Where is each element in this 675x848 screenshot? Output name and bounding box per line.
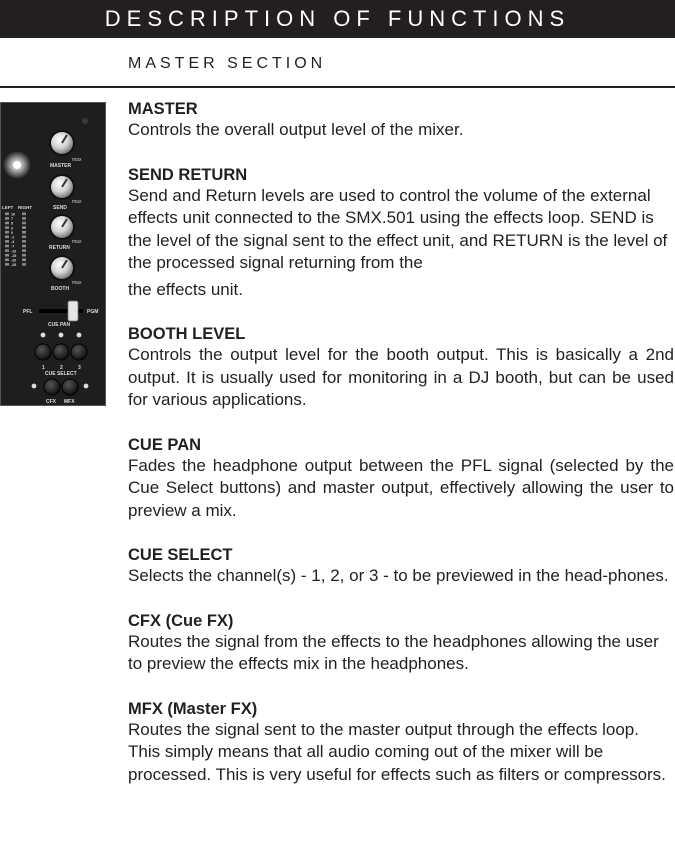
led-icon xyxy=(13,161,21,169)
section-body: Controls the overall output level of the mixer. xyxy=(128,120,464,139)
meter-scale-label: -4 xyxy=(11,240,15,245)
meter-led-left-icon xyxy=(5,254,9,257)
meter-scale-label: 5 xyxy=(11,221,13,226)
meter-led-left-icon xyxy=(5,231,9,234)
meter-led-right-icon xyxy=(22,217,26,220)
booth-level-section xyxy=(128,324,674,412)
mixer-panel-illustration xyxy=(1,103,106,406)
meter-led-right-icon xyxy=(22,231,26,234)
meter-led-left-icon xyxy=(5,263,9,266)
screw-icon xyxy=(82,118,88,124)
mfx-button-icon xyxy=(62,379,78,395)
meter-scale-label: 10 xyxy=(11,212,15,217)
send-knob-max: max xyxy=(72,199,82,205)
mixer-master-panel-image xyxy=(0,102,106,406)
return-knob-label: RETURN xyxy=(49,245,70,251)
send-knob xyxy=(49,174,75,200)
meter-scale-label: -10 xyxy=(11,249,17,254)
cue-led-icon xyxy=(41,333,46,338)
section-body: Fades the headphone output between the PFL signal (selected by the Cue Select buttons) and master output, effectively allowing the user to preview a mix. xyxy=(128,455,674,520)
meter-led-left-icon xyxy=(5,217,9,220)
cue-select-label: CUE SELECT xyxy=(45,371,77,377)
master-knob xyxy=(49,130,75,156)
section-title: BOOTH LEVEL xyxy=(128,325,246,343)
meter-scale-label: -7 xyxy=(11,244,15,249)
meter-led-right-icon xyxy=(22,263,26,266)
cue-select-number-1: 1 xyxy=(42,365,45,371)
cue-button-2-icon xyxy=(53,344,69,360)
booth-knob-label: BOOTH xyxy=(51,286,70,292)
meter-led-right-icon xyxy=(22,259,26,262)
divider xyxy=(0,86,675,88)
cue-select-section xyxy=(128,545,674,588)
cue-button-3-icon xyxy=(71,344,87,360)
send-return-section xyxy=(128,165,674,302)
section-title: SEND RETURN xyxy=(128,165,248,184)
cue-button-1-icon xyxy=(35,344,51,360)
meter-scale-label: -15 xyxy=(11,253,17,258)
section-title: CUE PAN xyxy=(128,435,202,454)
return-knob-max: max xyxy=(72,239,82,245)
meter-led-right-icon xyxy=(22,226,26,229)
meter-led-left-icon xyxy=(5,213,9,216)
descriptions xyxy=(128,99,674,809)
page-banner: DESCRIPTION OF FUNCTIONS xyxy=(0,0,675,38)
meter-led-right-icon xyxy=(22,222,26,225)
meter-scale-label: -20 xyxy=(11,258,17,263)
section-body: Routes the signal from the effects to the headphones allowing the user to preview the effects mix in the headphones. xyxy=(128,631,659,673)
meter-led-left-icon xyxy=(5,259,9,262)
meter-scale-label: 0 xyxy=(11,230,13,235)
meter-led-right-icon xyxy=(22,249,26,252)
meter-led-right-icon xyxy=(22,236,26,239)
booth-knob-max: max xyxy=(72,280,82,286)
master-knob-max: max xyxy=(72,157,82,163)
section-body: Routes the signal sent to the master output through the effects loop. This simply means that all audio coming out of the mixer will be processed. This is very useful for effects such as filters or compressors. xyxy=(128,719,666,784)
meter-led-right-icon xyxy=(22,240,26,243)
meter-scale-label: -28 xyxy=(11,263,17,268)
section-body: Send and Return levels are used to control the volume of the external effects unit connected to the SMX.501 using the effects loop. SEND is the level of the signal sent to the effect unit, and RETURN is the level of the processed signal returning from the xyxy=(128,185,668,272)
section-title: CFX (Cue FX) xyxy=(128,611,234,630)
meter-scale-label: -2 xyxy=(11,235,15,240)
master-knob-label: MASTER xyxy=(50,163,72,169)
meter-led-left-icon xyxy=(5,245,9,248)
meter-led-right-icon xyxy=(22,254,26,257)
meter-led-right-icon xyxy=(22,213,26,216)
cue-pan-pgm-label: PGM xyxy=(87,309,99,315)
cfx-led-icon xyxy=(32,384,37,389)
cue-led-icon xyxy=(59,333,64,338)
cue-pan-pfl-label: PFL xyxy=(23,309,33,315)
booth-knob xyxy=(49,255,75,281)
section-title: CUE SELECT xyxy=(128,546,233,564)
return-knob xyxy=(49,214,75,240)
section-body: Selects the channel(s) - 1, 2, or 3 - to be previewed in the head-phones. xyxy=(128,566,669,585)
cfx-label: CFX xyxy=(46,399,56,405)
meter-led-left-icon xyxy=(5,222,9,225)
meter-led-left-icon xyxy=(5,249,9,252)
cue-pan-fader-icon xyxy=(68,301,78,321)
section-subtitle: MASTER SECTION xyxy=(128,55,327,72)
meter-led-left-icon xyxy=(5,236,9,239)
mfx-led-icon xyxy=(84,384,89,389)
meter-left-label: LEFT xyxy=(2,205,14,210)
cue-select-number-2: 2 xyxy=(60,365,63,371)
cue-pan-label: CUE PAN xyxy=(48,322,71,328)
cue-pan-section xyxy=(128,435,674,523)
meter-scale-label: 3 xyxy=(11,226,13,231)
meter-right-label: RIGHT xyxy=(18,205,32,210)
section-title: MFX (Master FX) xyxy=(128,699,258,718)
meter-led-left-icon xyxy=(5,240,9,243)
meter-led-left-icon xyxy=(5,226,9,229)
cfx-button-icon xyxy=(44,379,60,395)
cfx-section xyxy=(128,611,674,676)
mfx-label: MFX xyxy=(64,399,75,405)
meter-scale xyxy=(11,213,16,268)
cue-led-icon xyxy=(77,333,82,338)
section-title: MASTER xyxy=(128,100,198,118)
section-body: Controls the output level for the booth output. This is basically a 2nd output. It is usually used for monitoring in a DJ booth, but can be used for various applications. xyxy=(128,345,674,409)
section-body-tail: the effects unit. xyxy=(128,279,243,299)
send-knob-label: SEND xyxy=(53,205,67,211)
meter-led-right-icon xyxy=(22,245,26,248)
master-section xyxy=(128,99,674,142)
meter-scale-label: 7 xyxy=(11,217,13,222)
mfx-section xyxy=(128,699,674,787)
cue-select-number-3: 3 xyxy=(78,365,81,371)
